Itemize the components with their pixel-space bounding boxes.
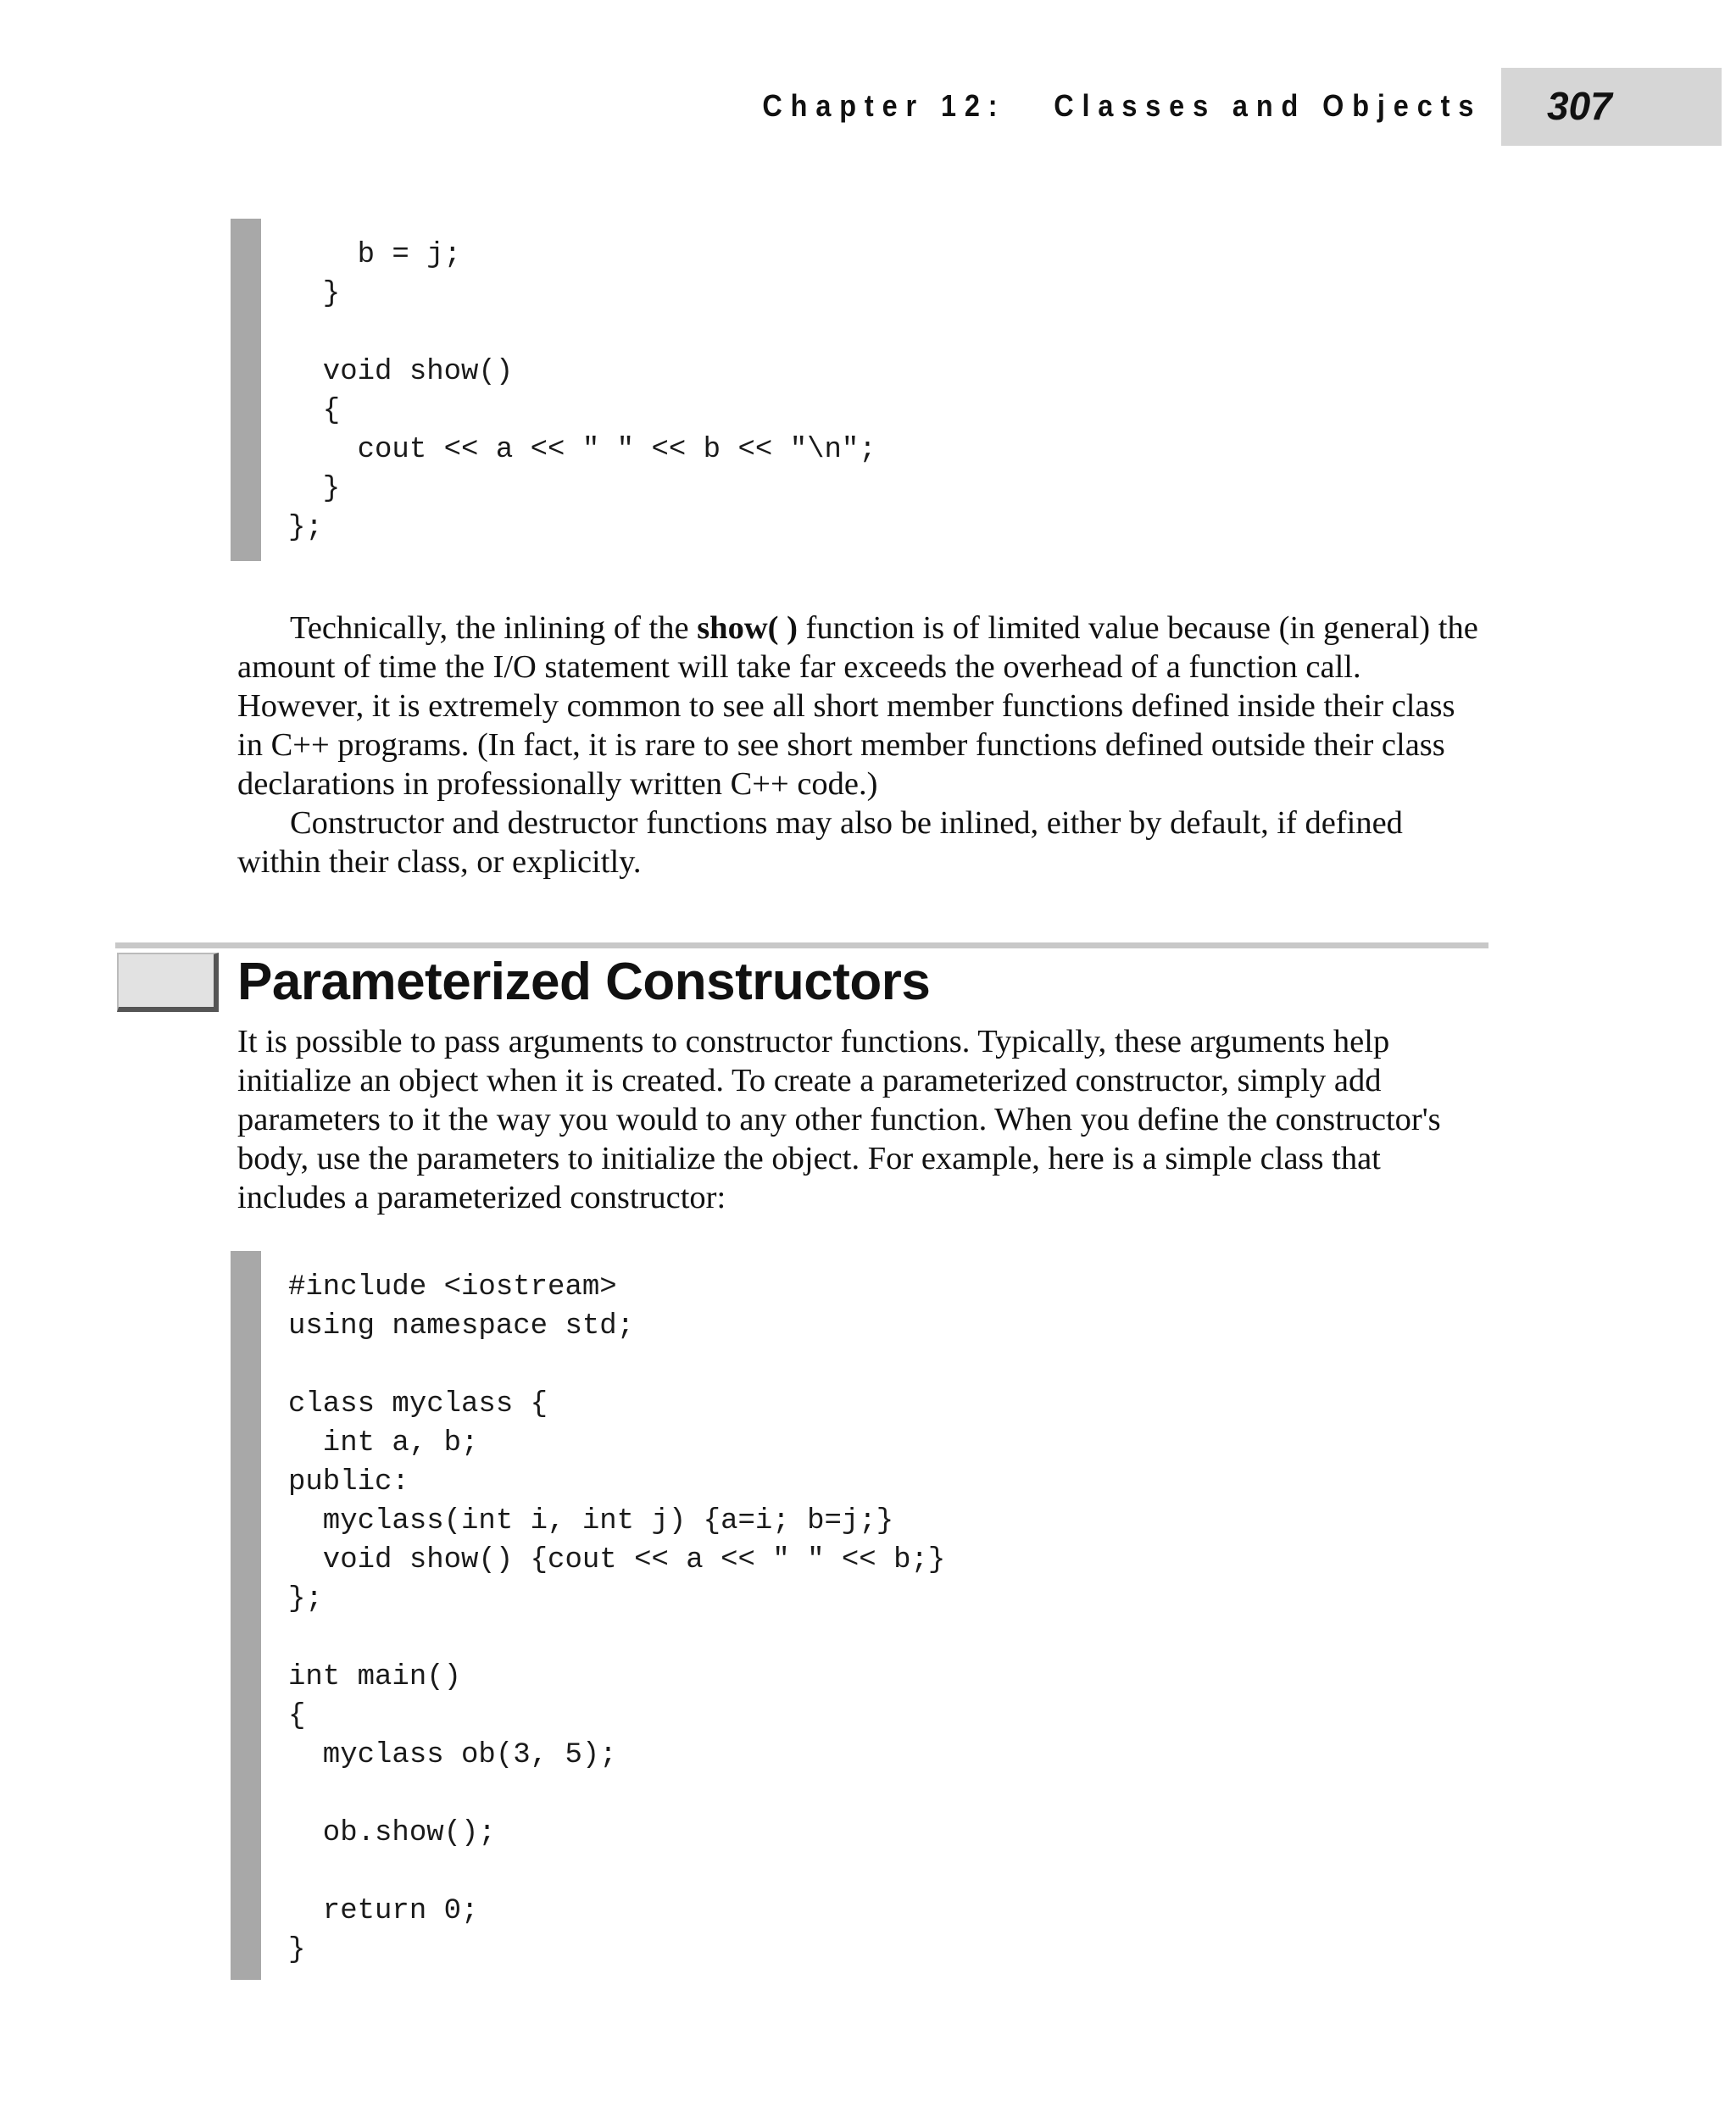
- paragraph-text: function is of limited value because (in general) the amount of time the I/O statement will take far exceeds the overhead of a function call. However, it is extremely common to see all short member functions defined inside their class in C++ programs. (In fact, it is rare to see short member functions defined outside their class declarations in professionally written C++ code.): [237, 610, 1478, 802]
- page-number: 307: [1547, 84, 1612, 128]
- body-text-block: [237, 1022, 1483, 1217]
- section-divider: [115, 942, 1488, 948]
- code-listing-example: [231, 1251, 945, 1980]
- chapter-title: [762, 88, 1482, 124]
- code-listing-continued: [231, 219, 876, 561]
- running-header: [0, 68, 1736, 146]
- paragraph-inlining: [237, 609, 1483, 803]
- code-text: b = j; } void show() { cout << a << " " << b << "\n"; } };: [288, 239, 876, 544]
- page-number-box: [1501, 68, 1722, 146]
- body-text-block: [237, 609, 1483, 881]
- code-text: #include <iostream> using namespace std; class myclass { int a, b; public: myclass(int i, int j) {a=i; b=j;} void show() {cout << a << " " << b;} }; int main() { myclass ob(3, 5); ob.show(); return 0; }: [288, 1271, 946, 1966]
- section-marker-icon: [117, 953, 219, 1012]
- chapter-label: Chapter 12:: [762, 88, 1006, 123]
- paragraph-constructors-inlined: Constructor and destructor functions may also be inlined, either by default, if defined within their class, or explicitly.: [237, 805, 1403, 880]
- paragraph-section-intro: It is possible to pass arguments to constructor functions. Typically, these arguments help initialize an object when it is created. To create a parameterized constructor, simply add parameters to it the way you would to any other function. When you define the constructor's body, use the parameters to initialize the object. For example, here is a simple class that includes a parameterized constructor:: [237, 1024, 1441, 1215]
- section-title: Parameterized Constructors: [237, 953, 931, 1011]
- inline-code-show: show( ): [697, 610, 798, 646]
- paragraph-text: Technically, the inlining of the: [290, 610, 698, 646]
- chapter-name: Classes and Objects: [1053, 88, 1482, 123]
